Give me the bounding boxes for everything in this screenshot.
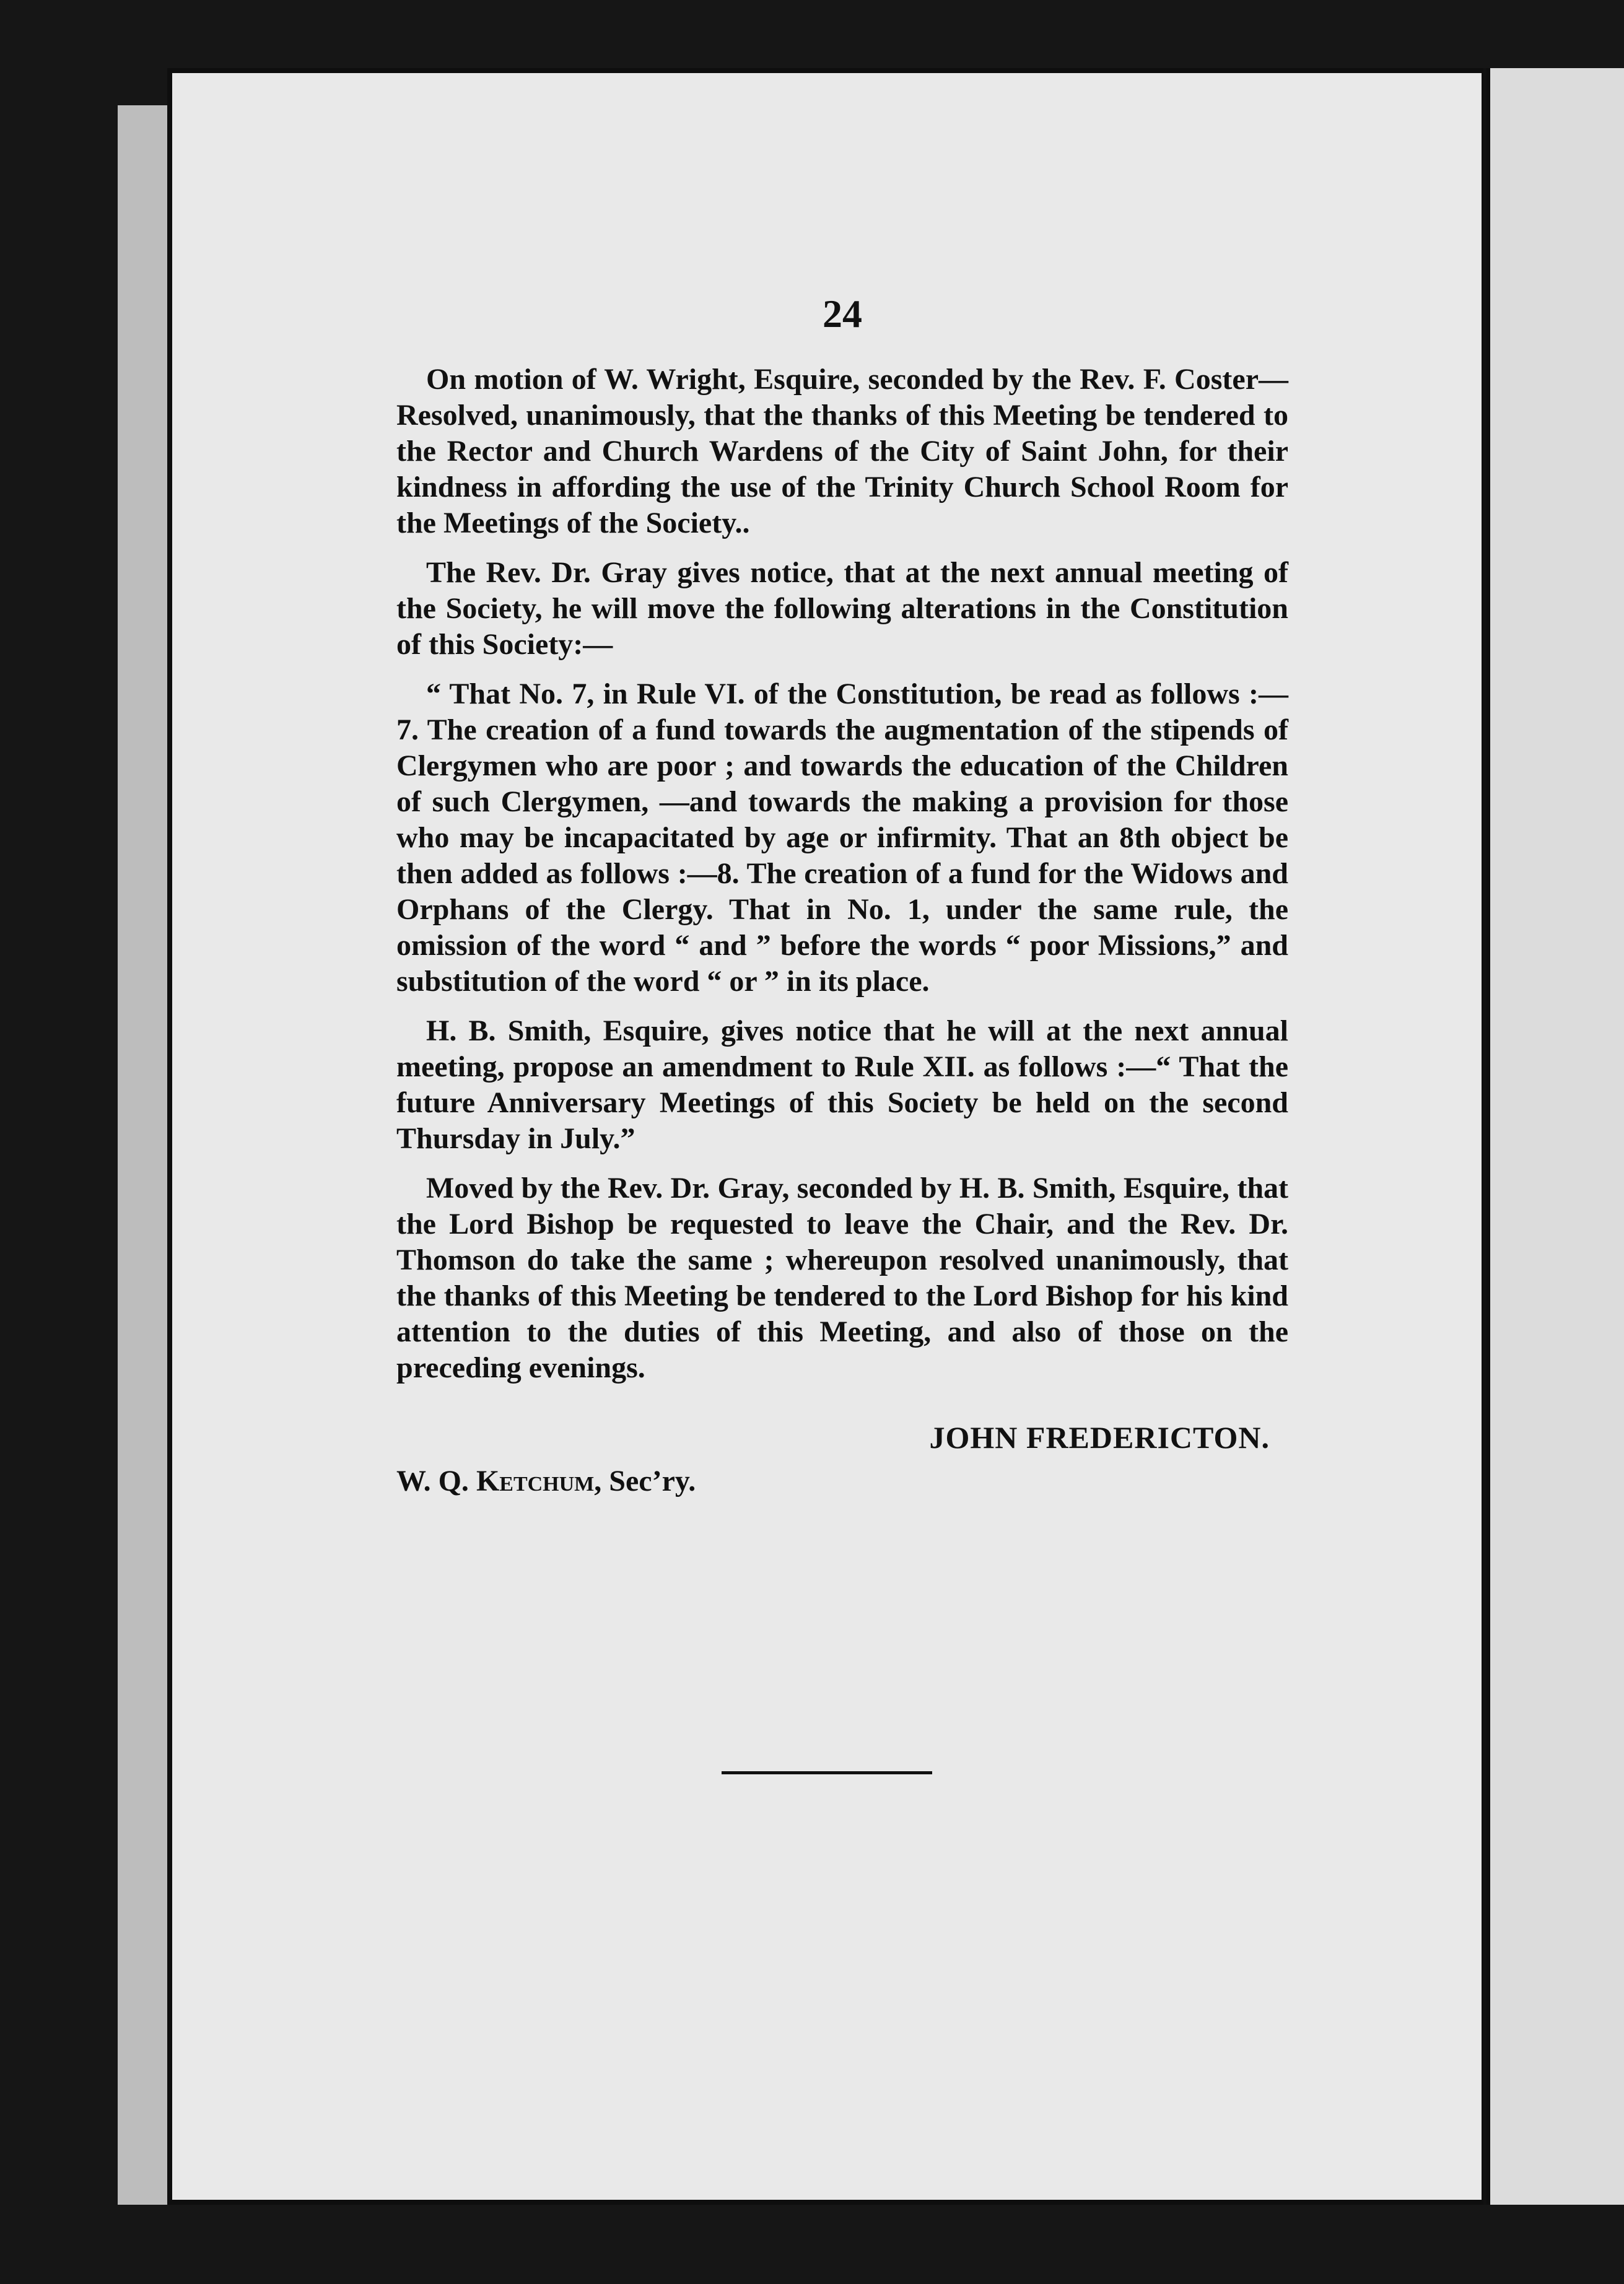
paragraph-rule-vi-amendment: “ That No. 7, in Rule VI. of the Constitution, be read as follows :—7. The creation of a fund towards the augmentation of the stipends of Clergymen who are poor ; and towards the education of the Children of such Clergymen, —and towards the making a provision for those who may be incapacitated by age or infirmity. That an 8th object be then added as follows :—8. The creation of a fund for the Widows and Orphans of the Clergy. That in No. 1, under the same rule, the omission of the word “ and ” before the words “ poor Missions,” and substitution of the word “ or ” in its place. <box>396 678 1288 998</box>
secretary-name: Ketchum, <box>476 1465 602 1497</box>
page-edge <box>118 105 173 2205</box>
page-content <box>396 291 1288 1498</box>
paragraph-notice-smith: H. B. Smith, Esquire, gives notice that he will at the next annual meeting, propose an amendment to Rule XII. as follows :—“ That the future Anniversary Meetings of this Society be held on the second Thursday in July.” <box>396 1014 1288 1155</box>
paragraph-notice-gray: The Rev. Dr. Gray gives notice, that at the next annual meeting of the Society, he will move the following alterations in the Constitution of this Society:— <box>396 556 1288 661</box>
secretary-signature <box>396 1464 1288 1498</box>
secretary-title: Sec’ry. <box>609 1465 696 1497</box>
signature-bishop: JOHN FREDERICTON. <box>929 1420 1270 1455</box>
paragraph-thanks-wardens: On motion of W. Wright, Esquire, seconded by the Rev. F. Coster—Resolved, unanimously, that the thanks of this Meeting be tendered to the Rector and Church Wardens of the City of Saint John, for their kindness in affording the use of the Trinity Church School Room for the Meetings of the Society.. <box>396 363 1288 539</box>
page-number: 24 <box>823 292 862 336</box>
closing-rule <box>722 1771 932 1774</box>
paragraph-thanks-bishop: Moved by the Rev. Dr. Gray, seconded by H. B. Smith, Esquire, that the Lord Bishop be requested to leave the Chair, and the Rev. Dr. Thomson do take the same ; whereupon resolved unanimously, that the thanks of this Meeting be tendered to the Lord Bishop for his kind attention to the duties of this Meeting, and also of those on the preceding evenings. <box>396 1172 1288 1384</box>
facing-page-edge <box>1486 68 1624 2205</box>
secretary-initials: W. Q. <box>396 1465 469 1497</box>
